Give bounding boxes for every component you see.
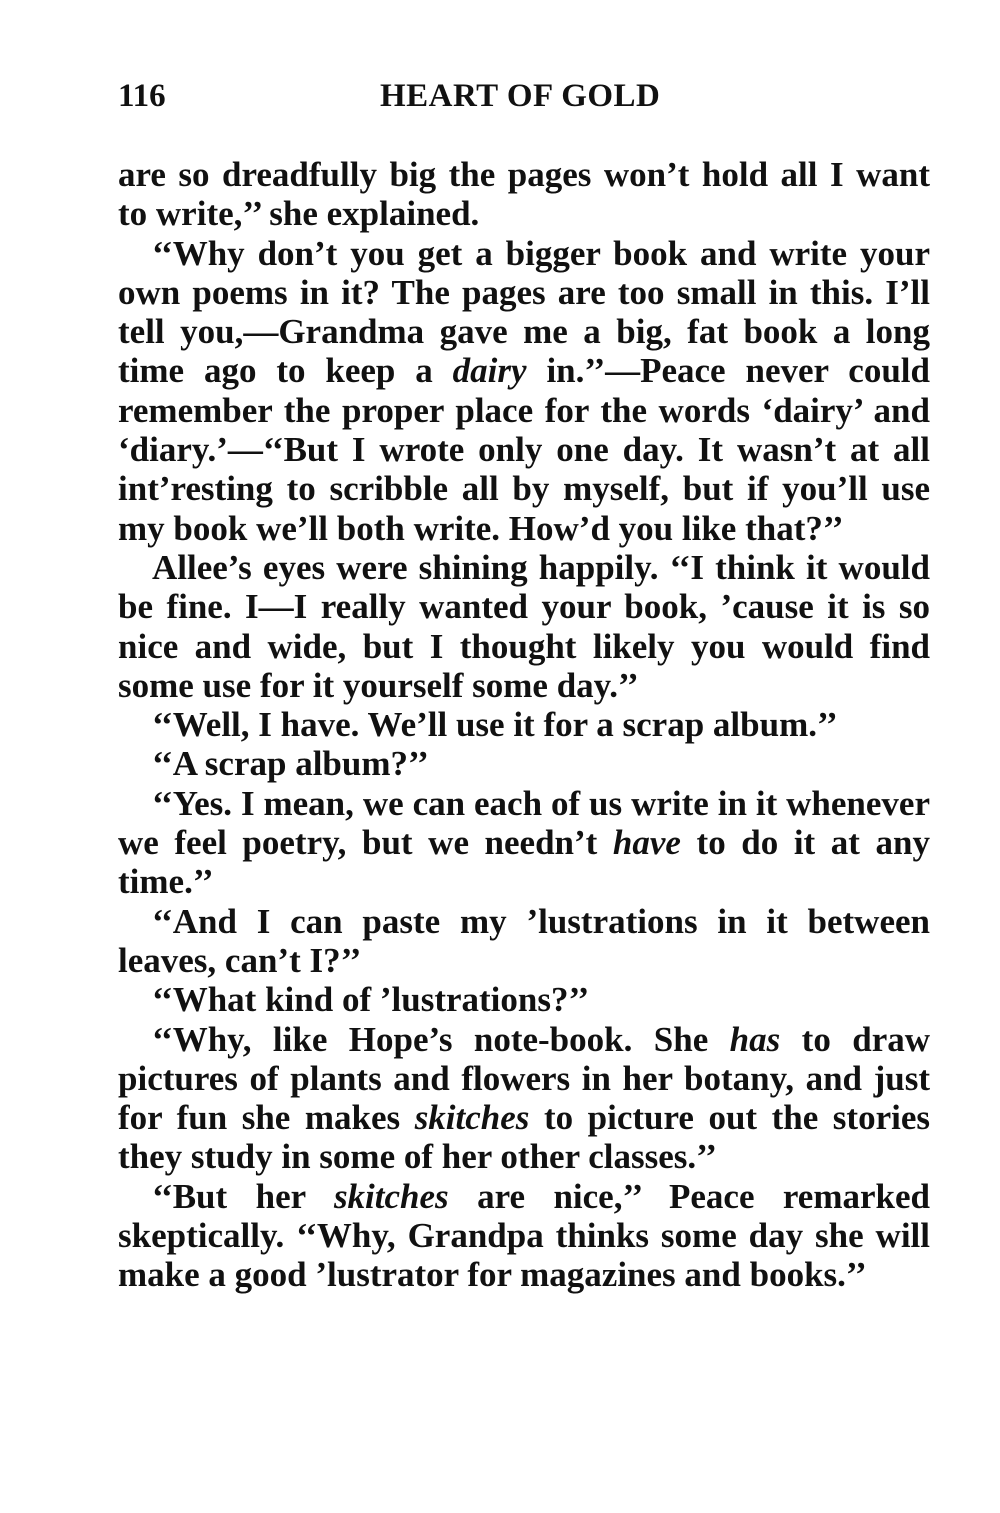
text-run: ‘‘Why don’t you get a bigger book and write your own poems in it? The pages are too small in this. I’ll tell you,—Grandma gave me a big, fat book a long time ago to keep a <box>118 233 930 391</box>
text-run: to draw pictures of plants and flowers in her botany, and just for fun she makes <box>118 1019 930 1138</box>
text-run: are nice,’’ Peace remarked skeptically. ‘‘Why, Grandpa thinks some day she will make a good ’lustrator for magazines and books.’’ <box>118 1176 930 1295</box>
paragraph <box>118 705 930 744</box>
text-run: to picture out the stories they study in some of her other classes.’’ <box>118 1098 930 1177</box>
paragraph <box>118 1177 930 1295</box>
text-run: Allee’s eyes were shining happily. ‘‘I think it would be fine. I—I really wanted your book, ’cause it is so nice and wide, but I thought likely you would find some use for it yourself some day.’’ <box>118 547 930 705</box>
italic-word: skitches <box>414 1098 530 1138</box>
paragraph <box>118 980 930 1019</box>
text-run: ‘‘But her <box>152 1176 334 1216</box>
text-run: ‘‘Yes. I mean, we can each of us write in it whenever we feel poetry, but we needn’t <box>118 783 930 863</box>
running-head <box>118 72 930 120</box>
book-title: HEART OF GOLD <box>380 78 661 114</box>
paragraph <box>118 234 930 548</box>
text-run: are so dreadfully big the pages won’t hold all I want to write,’’ she explained. <box>118 155 930 234</box>
paragraph <box>118 1020 930 1177</box>
page-number: 116 <box>118 78 166 114</box>
text-run: ‘‘A scrap album?’’ <box>152 744 429 784</box>
paragraph <box>118 744 930 783</box>
text-run: ‘‘Why, like Hope’s note-book. She <box>152 1019 730 1059</box>
text-run: to do it at any time.’’ <box>118 823 930 902</box>
text-run: ‘‘And I can paste my ’lustrations in it between leaves, can’t I?’’ <box>118 901 930 980</box>
body-text <box>118 155 930 1295</box>
text-run: ‘‘Well, I have. We’ll use it for a scrap album.’’ <box>152 705 838 745</box>
paragraph <box>118 548 930 705</box>
italic-word: skitches <box>333 1176 449 1216</box>
paragraph <box>118 902 930 981</box>
text-run: ‘‘What kind of ’lustrations?’’ <box>152 980 590 1020</box>
italic-word: have <box>612 823 681 863</box>
italic-word: dairy <box>452 351 527 391</box>
italic-word: has <box>729 1019 781 1059</box>
text-run: in.’’—Peace never could remember the proper place for the words ‘dairy’ and ‘diary.’—‘‘But I wrote only one day. It wasn’t at all int’resting to scribble all by myself, but if you’ll use my book we’ll both write. How’d you like that?’’ <box>118 351 930 548</box>
paragraph <box>118 155 930 234</box>
paragraph <box>118 784 930 902</box>
